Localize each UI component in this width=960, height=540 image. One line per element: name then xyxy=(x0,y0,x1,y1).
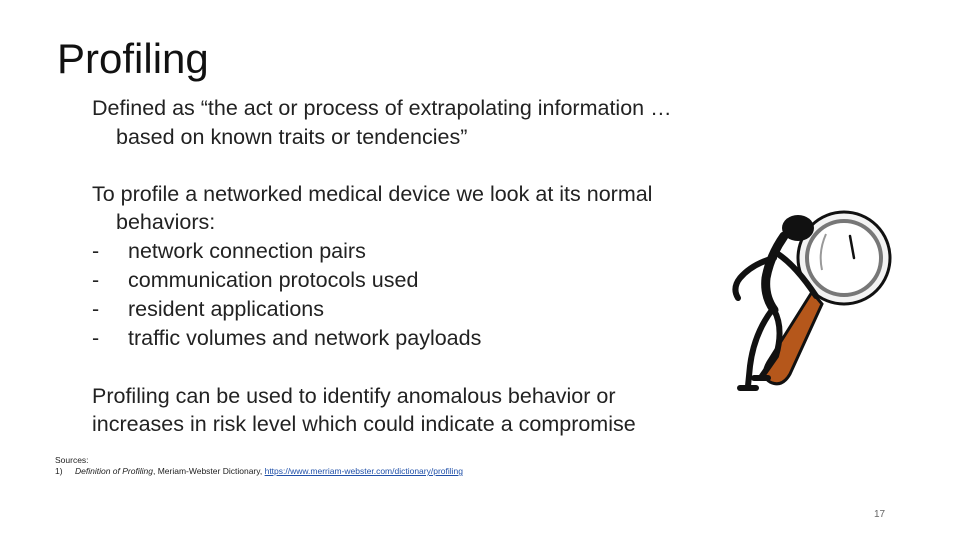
definition-line-1: Defined as “the act or process of extrapolating information … xyxy=(92,96,672,120)
profile-intro-line-2: behaviors: xyxy=(116,210,216,234)
profile-intro-line-1: To profile a networked medical device we look at its normal xyxy=(92,182,653,206)
magnifying-glass-person-illustration xyxy=(718,206,896,394)
sources-block xyxy=(55,455,463,477)
conclusion-line-1: Profiling can be used to identify anomalous behavior or xyxy=(92,384,616,408)
source-publisher: , Meriam-Webster Dictionary, xyxy=(152,466,265,476)
source-link[interactable]: https://www.merriam-webster.com/dictionary/profiling xyxy=(264,466,463,476)
bullet-marker: - xyxy=(92,326,100,350)
source-number: 1) xyxy=(55,466,63,476)
bullet-marker: - xyxy=(92,297,100,321)
sources-heading: Sources: xyxy=(55,455,89,465)
bullet-traffic: traffic volumes and network payloads xyxy=(128,326,482,350)
bullet-applications: resident applications xyxy=(128,297,325,321)
page-number: 17 xyxy=(874,509,886,520)
bullet-marker: - xyxy=(92,239,100,263)
source-title: Definition of Profiling xyxy=(75,466,153,476)
bullet-marker: - xyxy=(92,268,100,292)
bullet-connection-pairs: network connection pairs xyxy=(128,239,366,263)
bullet-protocols: communication protocols used xyxy=(128,268,419,292)
definition-line-2: based on known traits or tendencies” xyxy=(116,125,468,149)
slide-title: Profiling xyxy=(57,35,209,82)
source-item xyxy=(55,466,463,477)
conclusion-line-2: increases in risk level which could indicate a compromise xyxy=(92,412,636,436)
